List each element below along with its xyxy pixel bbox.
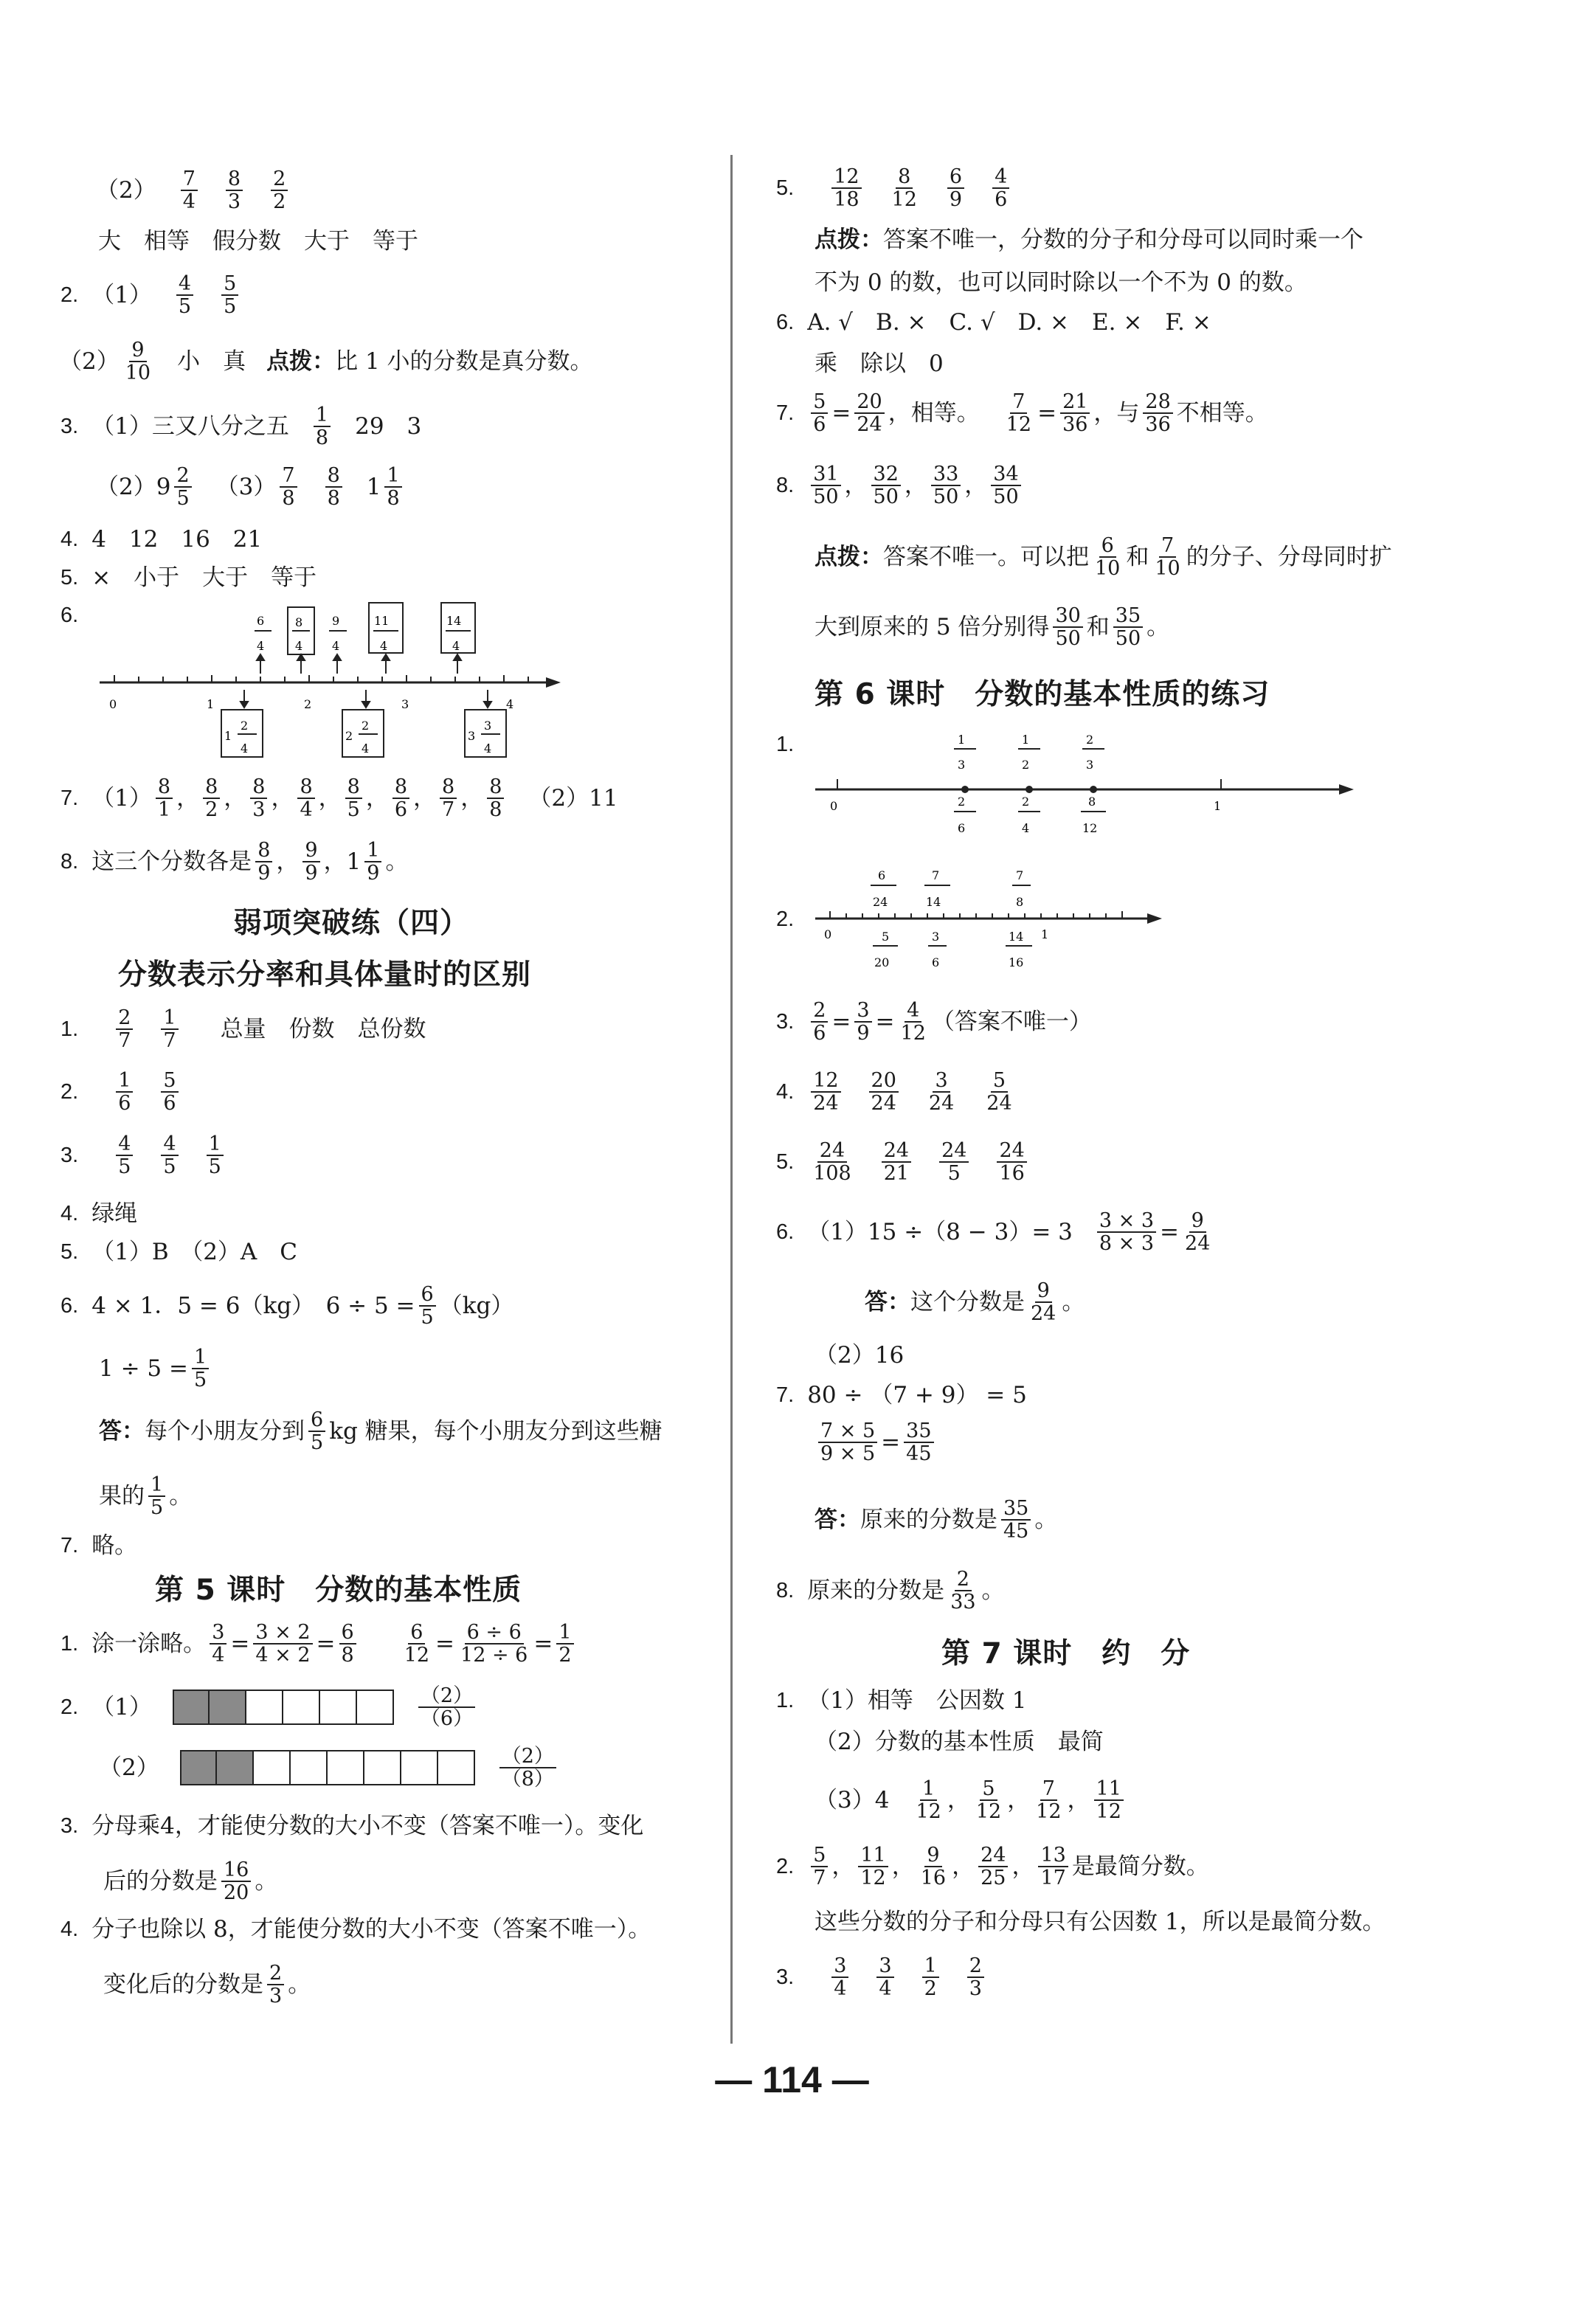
- fraction: 8 3: [250, 776, 267, 820]
- mixed-fraction-3-3-4: [465, 710, 506, 757]
- svg-text:7: 7: [932, 868, 940, 882]
- fraction: 2 3: [267, 1962, 284, 2007]
- column-divider: [730, 155, 733, 2044]
- fraction-8-4: [288, 607, 314, 654]
- answer-line: [776, 1140, 1031, 1184]
- question-number: 2.: [60, 283, 79, 307]
- answer-line: 6. A. √ B. × C. √ D. × E. × F. ×: [776, 309, 1211, 336]
- fraction: 4 5: [176, 273, 193, 317]
- answer-line: 7. $\frac{5}{6}$ = $\frac{20}{24}$ ，相等。 $\frac{7}{12}$ = $\frac{21}{36}$ ，与 28 36 不相等。: [776, 390, 1268, 437]
- fraction: 13 17: [1038, 1844, 1068, 1889]
- fraction: 1 5: [148, 1474, 165, 1518]
- svg-text:5: 5: [882, 930, 890, 944]
- tick-label: 0: [824, 927, 832, 941]
- fraction: 8 8: [487, 776, 504, 820]
- fraction: $\frac{6}{8}$: [339, 1622, 356, 1666]
- fraction: 35 50: [1113, 605, 1143, 649]
- fraction: 31 50: [811, 463, 840, 508]
- fraction: 2 3: [967, 1955, 984, 1999]
- svg-text:16: 16: [1009, 955, 1024, 969]
- question-number: 6.: [60, 1293, 79, 1318]
- fraction-14-4: [441, 603, 475, 653]
- answer-line: [60, 1070, 182, 1114]
- fraction: 20 24: [869, 1070, 899, 1114]
- fraction: 4 6: [992, 166, 1009, 210]
- svg-text:12: 12: [1082, 821, 1098, 835]
- svg-text:4: 4: [1022, 821, 1030, 835]
- question-number: 3.: [60, 414, 79, 438]
- fraction: 1 8: [314, 404, 331, 449]
- answer-line: 这些分数的分子和分母只有公因数 1，所以是最简分数。: [815, 1909, 1386, 1935]
- fraction-bar-2-6: [173, 1690, 394, 1725]
- question-number: 2.: [776, 907, 795, 931]
- tick-label: 3: [401, 697, 409, 711]
- answer-line: 4. 绿绳: [60, 1200, 138, 1227]
- question-number: 3.: [776, 1965, 795, 1989]
- question-number: 6.: [776, 311, 795, 334]
- svg-text:20: 20: [874, 955, 890, 969]
- fraction: 8 8: [325, 465, 342, 509]
- fraction: 1 2: [922, 1955, 939, 1999]
- fraction-above-7-8: [1012, 868, 1031, 909]
- fraction: 9 9: [302, 840, 319, 884]
- answer-line: （2） 7 4 8 3 2 2: [96, 168, 291, 212]
- question-number: 8.: [60, 849, 79, 874]
- fraction: 8 1: [156, 776, 173, 820]
- question-number: 2.: [60, 1695, 79, 1719]
- fraction: 5 7: [811, 1844, 828, 1889]
- svg-text:4: 4: [241, 741, 249, 755]
- fraction: 2 33: [950, 1568, 976, 1614]
- fraction: 11 12: [1094, 1778, 1124, 1822]
- answer-line: 答： 原来的分数是 35 45 。: [815, 1497, 1058, 1543]
- fraction-above-6-24: [871, 868, 896, 909]
- svg-text:3: 3: [468, 729, 476, 743]
- fraction: $\frac{3}{4}$: [210, 1622, 226, 1666]
- answer-line: 2. （1） （2） （6）: [60, 1685, 479, 1729]
- fraction-below-2-6: [954, 795, 976, 835]
- answer-line: 5. × 小于 大于 等于: [60, 564, 317, 591]
- question-number: 4.: [60, 528, 79, 551]
- answer-line: 8. 原来的分数是 2 33 。: [776, 1568, 1005, 1614]
- svg-text:14: 14: [1009, 930, 1024, 944]
- fraction: 7 10: [1155, 534, 1180, 581]
- fraction-below-14-16: [1006, 930, 1032, 969]
- svg-text:6: 6: [958, 821, 966, 835]
- svg-text:4: 4: [452, 639, 460, 653]
- svg-text:3: 3: [484, 719, 492, 733]
- answer-line: 果的 1 5 。: [99, 1473, 193, 1520]
- fraction: 4 5: [116, 1133, 133, 1177]
- fraction: （2） （8）: [499, 1746, 556, 1790]
- svg-text:24: 24: [873, 895, 888, 909]
- fraction-11-4: [369, 603, 403, 653]
- fraction: 3 4: [831, 1955, 848, 1999]
- fraction: $\frac{3 \times 3}{8 \times 3}$: [1097, 1210, 1156, 1254]
- svg-text:1: 1: [1022, 733, 1030, 747]
- tick-label: 0: [109, 697, 117, 711]
- svg-text:2: 2: [1086, 733, 1094, 747]
- fraction-9-4: [329, 614, 347, 653]
- tick-label: 2: [304, 697, 312, 711]
- fraction: 1 5: [207, 1133, 224, 1177]
- svg-text:2: 2: [1022, 795, 1030, 809]
- fraction: 8 9: [255, 840, 272, 884]
- fraction: 7 8: [280, 465, 297, 509]
- question-number: 5.: [776, 176, 795, 200]
- answer-line: 1 ÷ 5 = $\frac{1}{5}$: [99, 1346, 212, 1391]
- answer-line: 2. （1） 4 5 5 5: [60, 273, 242, 317]
- question-number: 5.: [60, 1240, 79, 1264]
- svg-text:3: 3: [958, 758, 966, 772]
- fraction: 3 4: [876, 1955, 893, 1999]
- fraction: $\frac{35}{45}$: [904, 1420, 933, 1464]
- answer-line: 2. 5 7 ， 11 12 ， 9 16 ， 24 25 ， 13 17 是最简分数。: [776, 1844, 1209, 1890]
- answer-line: 8. 这三个分数各是 8 9 ， 9 9 ，1 1 9 。: [60, 839, 409, 885]
- question-number: 7.: [776, 401, 795, 425]
- svg-text:7: 7: [1016, 868, 1024, 882]
- question-number: 4.: [776, 1079, 795, 1104]
- tick-label: 1: [207, 697, 215, 711]
- answer-line: 6. 4 × 1．5 = 6（kg） 6 ÷ 5 = $\frac{6}{5}$ （kg）: [60, 1283, 514, 1329]
- page-number: — 114 —: [715, 2059, 869, 2100]
- svg-text:4: 4: [484, 741, 492, 755]
- fraction: 3 24: [928, 1069, 955, 1116]
- fraction: 8 6: [392, 776, 409, 820]
- number-line-q6: [89, 601, 568, 764]
- fraction: 34 50: [991, 463, 1020, 508]
- fraction: 2 7: [116, 1007, 133, 1051]
- svg-text:2: 2: [958, 795, 966, 809]
- fraction: $\frac{3 \times 2}{4 \times 2}$: [253, 1622, 312, 1666]
- answer-line: 点拨： 答案不唯一。可以把 6 10 和 7 10 的分子、分母同时扩: [815, 534, 1392, 581]
- question-number: 3.: [776, 1009, 795, 1034]
- tick-label: 4: [506, 697, 514, 711]
- answer-line: $\frac{7 \times 5}{9 \times 5}$ = $\frac{35}{45}$: [815, 1420, 938, 1464]
- answer-line: 大 相等 假分数 大于 等于: [98, 228, 418, 255]
- fraction: 11 12: [858, 1844, 888, 1889]
- fraction: $\frac{4}{12}$: [900, 999, 926, 1045]
- fraction-above-1-3: [954, 733, 976, 772]
- answer-label: 答：: [865, 1288, 910, 1315]
- answer-line: 答： 这个分数是 9 24 。: [865, 1279, 1085, 1326]
- svg-text:11: 11: [374, 614, 390, 628]
- answer-line: 1. （1）相等 公因数 1: [776, 1687, 1027, 1714]
- mixed-fraction-1-2-4: [221, 710, 263, 757]
- fraction: $\frac{21}{36}$: [1060, 391, 1090, 435]
- svg-text:9: 9: [332, 614, 340, 628]
- fraction: 33 50: [931, 463, 961, 508]
- svg-text:8: 8: [295, 615, 303, 629]
- answer-line: [776, 166, 1013, 210]
- answer-line: 变化后的分数是 2 3 。: [103, 1962, 311, 2008]
- answer-line: [776, 1070, 1018, 1114]
- answer-line: （2）分数的基本性质 最简: [815, 1729, 1104, 1755]
- answer-label: 答：: [815, 1506, 860, 1533]
- fraction: 2 5: [174, 465, 191, 509]
- fraction: 6 5: [308, 1409, 325, 1453]
- answer-line: 1. 2 7 1 7 总量 份数 总份数: [60, 1006, 426, 1053]
- fraction: 8 12: [891, 165, 917, 212]
- fraction: $\frac{6}{5}$: [419, 1284, 436, 1328]
- answer-line: 5. （1）B （2）A C: [60, 1239, 298, 1265]
- svg-text:2: 2: [362, 719, 370, 733]
- tick-label: 1: [1041, 927, 1049, 941]
- answer-line: 6. （1）15 ÷（8 − 3）= 3 $\frac{3 \times 3}{8 \times 3}$ = $\frac{9}{24}$: [776, 1210, 1216, 1254]
- svg-text:14: 14: [926, 895, 941, 909]
- answer-line: （3）4 1 12 ， 5 12 ， 7 12 ， 11 12: [815, 1778, 1127, 1822]
- answer-line: 8. 31 50 ， 32 50 ， 33 50 ， 34 50: [776, 463, 1025, 508]
- answer-line: 3. （1）三又八分之五 1 8 29 3: [60, 404, 422, 450]
- answer-line: 答： 每个小朋友分到 6 5 kg 糖果，每个小朋友分到这些糖: [99, 1408, 663, 1455]
- question-number: 4.: [60, 1917, 79, 1941]
- fraction: 24 25: [978, 1844, 1008, 1889]
- fraction: 4 5: [161, 1133, 178, 1177]
- fraction: 24 16: [997, 1140, 1026, 1184]
- fraction: 12 18: [831, 166, 861, 210]
- fraction: 9 10: [125, 339, 151, 385]
- number-line-r2: [808, 856, 1177, 981]
- section-heading: 第 6 课时 分数的基本性质的练习: [815, 678, 1270, 711]
- mixed-fraction-2-2-4: [342, 710, 384, 757]
- fraction-bar-2-8: [180, 1750, 475, 1785]
- fraction: $\frac{1}{5}$: [192, 1346, 209, 1391]
- answer-line: 4. 4 12 16 21: [60, 526, 263, 553]
- question-number: 8.: [776, 473, 795, 497]
- tip-label: 点拨：: [815, 226, 883, 253]
- answer-line: 后的分数是 16 20 。: [103, 1858, 278, 1905]
- answer-line: 不为 0 的数，也可以同时除以一个不为 0 的数。: [815, 269, 1307, 296]
- fraction: $\frac{6}{12}$: [404, 1621, 430, 1667]
- fraction: 24 5: [939, 1140, 969, 1184]
- svg-text:2: 2: [1022, 758, 1030, 772]
- fraction-below-8-12: [1081, 795, 1106, 835]
- answer-line: [776, 1955, 988, 1999]
- fraction-above-7-14: [924, 868, 950, 909]
- section-heading: 弱项突破练（四）: [233, 907, 470, 940]
- question-number: 2.: [776, 1854, 795, 1878]
- fraction: 5 5: [221, 273, 238, 317]
- fraction: 12 24: [811, 1070, 840, 1114]
- fraction: 8 2: [203, 776, 220, 820]
- answer-line: 4. 分子也除以 8，才能使分数的大小不变（答案不唯一）。: [60, 1916, 651, 1943]
- tip-label: 点拨：: [266, 347, 336, 375]
- question-number: 1.: [776, 733, 795, 756]
- answer-line: 点拨： 答案不唯一，分数的分子和分母可以同时乘一个: [815, 226, 1363, 253]
- fraction: $\frac{9}{24}$: [1185, 1209, 1211, 1256]
- section-heading: 第 5 课时 分数的基本性质: [155, 1574, 522, 1607]
- answer-label: 答：: [99, 1417, 145, 1445]
- question-number: 2.: [60, 1079, 79, 1104]
- question-number: 5.: [776, 1149, 795, 1174]
- svg-text:2: 2: [345, 729, 353, 743]
- fraction: 8 7: [440, 776, 457, 820]
- fraction: 7 12: [1036, 1777, 1062, 1824]
- section-subheading: 分数表示分率和具体量时的区别: [118, 958, 532, 992]
- fraction: $\frac{6 \div 6}{12 \div 6}$: [460, 1621, 528, 1667]
- fraction: $\frac{1}{2}$: [556, 1622, 573, 1666]
- fraction: 1 12: [916, 1777, 941, 1824]
- fraction-6-4: [255, 614, 272, 653]
- svg-text:8: 8: [1088, 795, 1096, 809]
- answer-line: （2） （2） （8）: [99, 1746, 560, 1790]
- fraction-above-2-3: [1082, 733, 1104, 772]
- svg-text:6: 6: [932, 955, 940, 969]
- answer-line: （2）16: [815, 1342, 905, 1369]
- fraction: 9 24: [1031, 1279, 1056, 1326]
- svg-text:6: 6: [257, 614, 265, 628]
- answer-line: 7. （1） 8 1 ， 8 2 ， 8 3 ， 8 4 ， 8 5 ， 8 6 ， 8 7 ， 8 8 （2）11: [60, 775, 618, 822]
- fraction: 6 9: [947, 166, 964, 210]
- question-number: 3.: [60, 1814, 79, 1838]
- answer-line: 大到原来的 5 倍分别得 30 50 和 35 50 。: [815, 604, 1170, 651]
- fraction-below-3-6: [928, 930, 947, 969]
- question-number: 7.: [776, 1383, 795, 1407]
- fraction: 35 45: [1001, 1498, 1031, 1542]
- fraction: 8 5: [345, 776, 362, 820]
- svg-text:3: 3: [1086, 758, 1094, 772]
- section-heading: 第 7 课时 约 分: [941, 1637, 1191, 1670]
- svg-text:8: 8: [1016, 895, 1024, 909]
- answer-line: [60, 1133, 227, 1177]
- question-number: 4.: [60, 1202, 79, 1225]
- fraction: （2） （6）: [418, 1685, 475, 1729]
- fraction: 16 20: [221, 1859, 251, 1903]
- answer-line: 3. $\frac{2}{6}$ = $\frac{3}{9}$ = $\frac{4}{12}$ （答案不唯一）: [776, 999, 1092, 1045]
- fraction-above-1-2: [1018, 733, 1040, 772]
- fraction: $\frac{5}{6}$: [811, 391, 828, 435]
- fraction: 1 8: [384, 465, 401, 509]
- answer-line: （2）9 2 5 （3） 7 8 8 8 1 1 8: [96, 465, 406, 509]
- fraction: 9 16: [920, 1844, 947, 1890]
- fraction: 24 108: [813, 1139, 851, 1186]
- answer-line: 3. 分母乘4，才能使分数的大小不变（答案不唯一）。变化: [60, 1813, 644, 1839]
- question-number: 5.: [60, 566, 79, 589]
- tick-label: 1: [1214, 799, 1222, 813]
- answer-line: （2） 9 10 小 真 点拨： 比 1 小的分数是真分数。: [59, 339, 593, 385]
- fraction: $\frac{20}{24}$: [854, 391, 884, 435]
- fraction: 1 7: [161, 1007, 178, 1051]
- question-number: 3.: [60, 1143, 79, 1167]
- answer-line: 7. 略。: [60, 1532, 138, 1559]
- answer-line: 7. 80 ÷ （7 + 9） = 5: [776, 1382, 1027, 1408]
- fraction: 8 3: [226, 168, 243, 212]
- question-number: 6.: [776, 1220, 795, 1244]
- question-number: 8.: [776, 1578, 795, 1602]
- svg-text:3: 3: [932, 930, 940, 944]
- question-number: 6.: [60, 604, 79, 627]
- fraction: 5 12: [975, 1777, 1002, 1824]
- fraction: $\frac{3}{9}$: [854, 1000, 871, 1044]
- fraction: 1 9: [364, 840, 381, 884]
- fraction: 2 2: [271, 168, 288, 212]
- fraction: 32 50: [871, 463, 901, 508]
- fraction: 30 50: [1053, 605, 1082, 649]
- fraction: $\frac{7}{12}$: [1006, 390, 1032, 437]
- svg-text:4: 4: [332, 639, 340, 653]
- fraction: 5 6: [161, 1070, 178, 1114]
- number-line-r1: [808, 723, 1369, 841]
- tick-label: 0: [830, 799, 838, 813]
- svg-text:4: 4: [295, 639, 303, 653]
- fraction: 24 21: [882, 1140, 911, 1184]
- fraction: $\frac{2}{6}$: [811, 1000, 828, 1044]
- svg-text:4: 4: [380, 639, 388, 653]
- fraction: 8 4: [297, 776, 314, 820]
- svg-text:14: 14: [446, 614, 462, 628]
- svg-text:4: 4: [362, 741, 370, 755]
- question-number: 1.: [60, 1017, 79, 1041]
- fraction: 7 4: [181, 168, 198, 212]
- fraction-below-5-20: [873, 930, 898, 969]
- fraction: 1 6: [116, 1070, 133, 1114]
- answer-line: 乘 除以 0: [815, 350, 944, 377]
- question-number: 1.: [776, 1689, 795, 1712]
- svg-text:2: 2: [241, 719, 249, 733]
- svg-text:1: 1: [958, 733, 966, 747]
- question-number: 1.: [60, 1631, 79, 1656]
- fraction: 5 24: [986, 1069, 1012, 1116]
- fraction: 28 36: [1143, 391, 1172, 435]
- svg-text:6: 6: [878, 868, 886, 882]
- fraction: 6 10: [1095, 534, 1121, 581]
- answer-line: 1. 涂一涂略。 $\frac{3}{4}$ = $\frac{3 \times 2}{4 \times 2}$ = $\frac{6}{8}$ $\frac{6}{12}$ = $\frac{6 \div 6}{12 \div 6}$ = $\frac{1}{2}$: [60, 1622, 578, 1666]
- question-number: 7.: [60, 786, 79, 810]
- svg-text:4: 4: [257, 639, 265, 653]
- tip-label: 点拨：: [815, 543, 883, 570]
- fraction: $\frac{7 \times 5}{9 \times 5}$: [818, 1420, 877, 1464]
- fraction-below-2-4: [1018, 795, 1040, 835]
- svg-text:1: 1: [224, 729, 232, 743]
- question-number: 7.: [60, 1534, 79, 1557]
